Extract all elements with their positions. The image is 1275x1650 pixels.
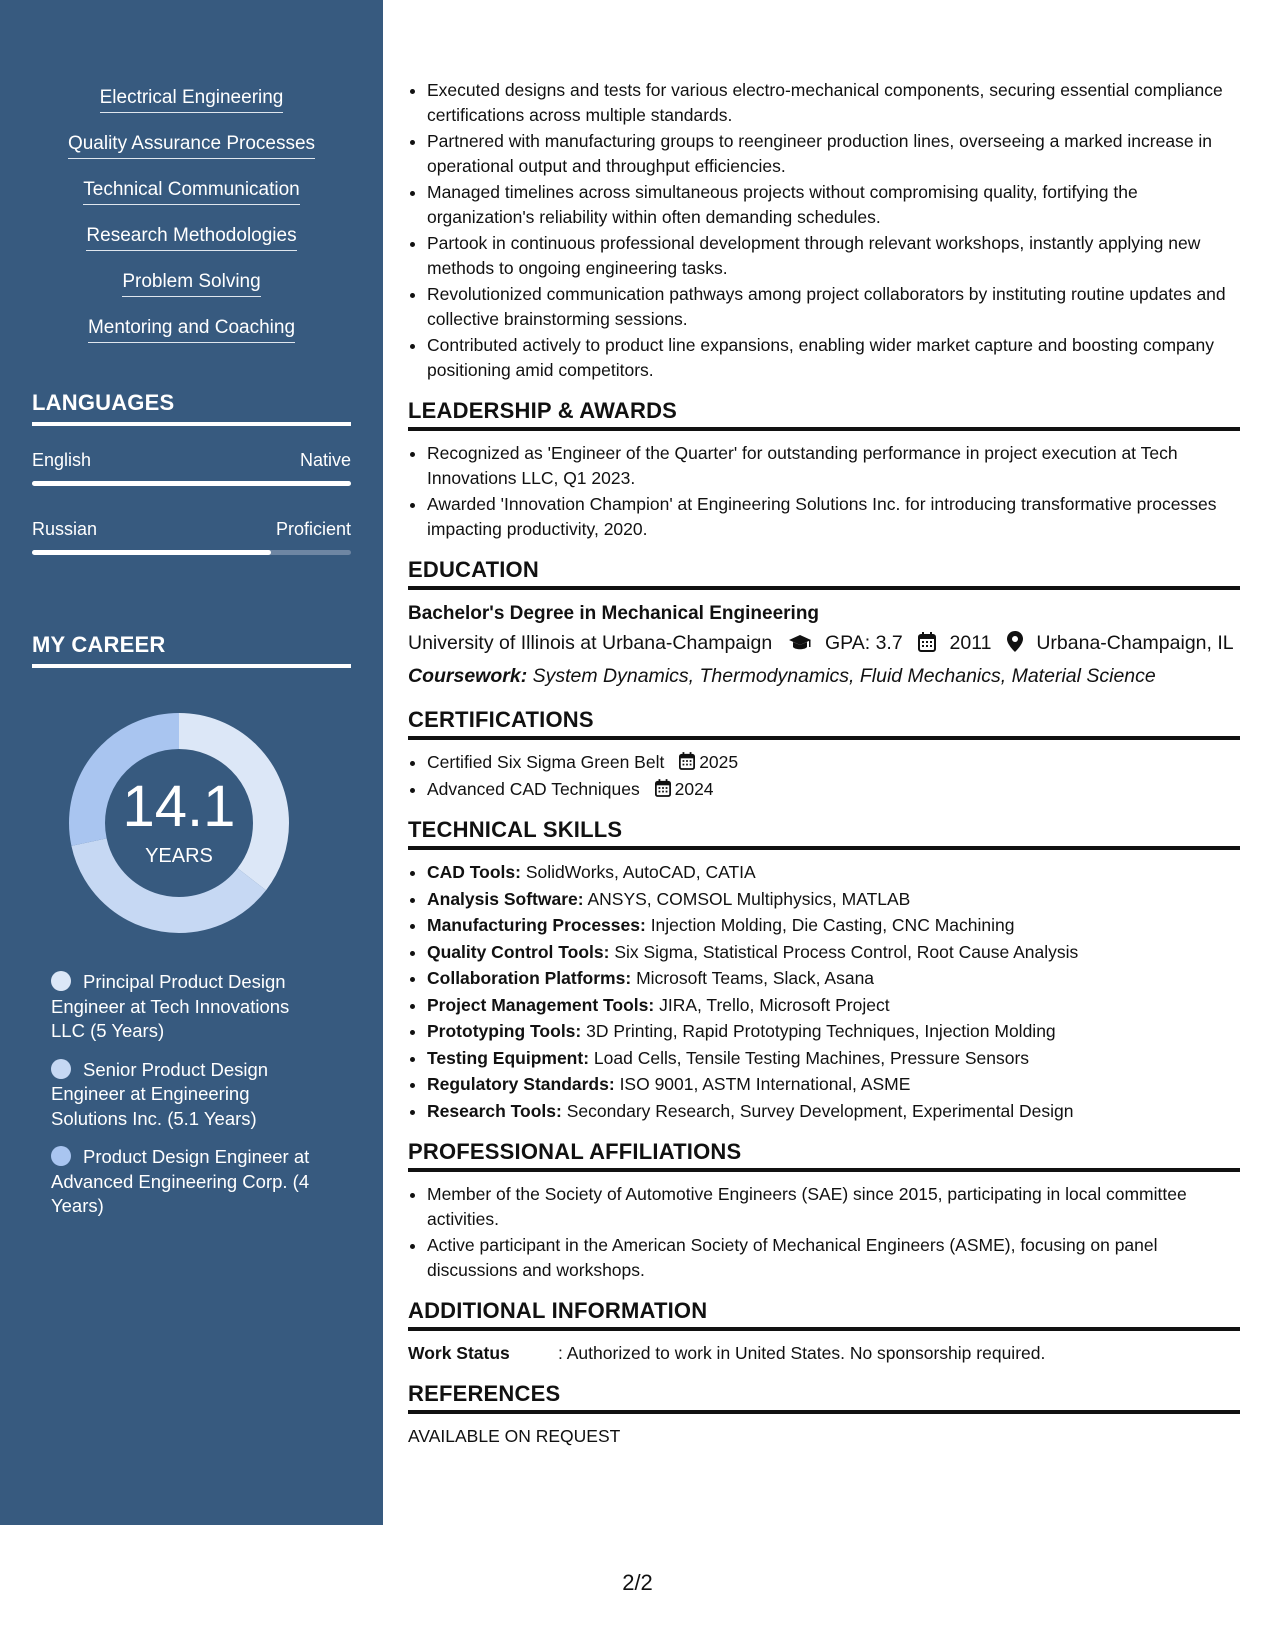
certification-year: 2024 xyxy=(674,778,714,799)
career-jobs-list xyxy=(51,970,321,1233)
education-details xyxy=(408,628,1240,661)
certification-year-wrap xyxy=(679,750,738,775)
skill-item: Electrical Engineering xyxy=(100,86,284,113)
section-title: CERTIFICATIONS xyxy=(408,707,1240,740)
career-job-item xyxy=(51,970,321,1044)
skill-value: Microsoft Teams, Slack, Asana xyxy=(636,968,875,988)
skill-value: Six Sigma, Statistical Process Control, Root Cause Analysis xyxy=(614,941,1079,962)
list-item: • Recognized as 'Engineer of the Quarter' for outstanding performance in project execution at Tech Innovations LLC, Q1 2023. xyxy=(427,441,1240,490)
skill-label: Prototyping Tools: xyxy=(427,1021,582,1041)
skill-value: JIRA, Trello, Microsoft Project xyxy=(659,994,890,1015)
skill-value: SolidWorks, AutoCAD, CATIA xyxy=(525,862,756,882)
list-item xyxy=(427,1046,1240,1071)
skill-item: Mentoring and Coaching xyxy=(88,316,295,343)
skill-label: Testing Equipment: xyxy=(427,1047,590,1068)
skill-item: Technical Communication xyxy=(83,178,300,205)
work-status-row xyxy=(408,1341,1240,1365)
list-item: • Contributed actively to product line expansions, enabling wider market capture and boosting company positioning amid competitors. xyxy=(427,333,1240,382)
additional-info-section xyxy=(408,1298,1240,1365)
location-pin-icon xyxy=(1007,631,1023,661)
section-title: PROFESSIONAL AFFILIATIONS xyxy=(408,1139,1240,1172)
section-title: LEADERSHIP & AWARDS xyxy=(408,398,1240,431)
list-item: • Awarded 'Innovation Champion' at Engineering Solutions Inc. for introducing transformative processes impacting productivity, 2020. xyxy=(427,492,1240,541)
calendar-icon xyxy=(918,631,936,661)
career-job-text: Principal Product Design Engineer at Tech Innovations LLC (5 Years) xyxy=(51,971,290,1041)
skill-label: Collaboration Platforms: xyxy=(427,968,632,988)
education-section xyxy=(408,557,1240,691)
skill-item: Problem Solving xyxy=(122,270,260,297)
skill-value: Secondary Research, Survey Development, Experimental Design xyxy=(566,1100,1074,1121)
main-content xyxy=(408,78,1240,1448)
education-gpa: GPA: 3.7 xyxy=(825,632,903,654)
list-item xyxy=(427,777,1240,802)
legend-dot-icon xyxy=(51,1059,71,1079)
skills-list xyxy=(0,86,383,362)
leadership-section xyxy=(408,398,1240,541)
list-item xyxy=(427,887,1240,912)
language-level-bar xyxy=(32,481,351,486)
experience-bullets xyxy=(408,78,1240,382)
page-number: 2/2 xyxy=(622,1570,653,1595)
section-title: TECHNICAL SKILLS xyxy=(408,817,1240,850)
list-item: • Managed timelines across simultaneous projects without compromising quality, fortifying the organization's reliability within often demanding schedules. xyxy=(427,180,1240,229)
list-item: • Partnered with manufacturing groups to reengineer production lines, overseeing a marked increase in operational output and throughput efficiencies. xyxy=(427,129,1240,178)
list-item: • Active participant in the American Society of Mechanical Engineers (ASME), focusing on panel discussions and workshops. xyxy=(427,1233,1240,1282)
skill-value: 3D Printing, Rapid Prototyping Techniques, Injection Molding xyxy=(586,1021,1056,1041)
references-section xyxy=(408,1381,1240,1448)
career-job-text: Senior Product Design Engineer at Engineering Solutions Inc. (5.1 Years) xyxy=(51,1058,269,1129)
list-item xyxy=(427,966,1240,991)
coursework-label: Coursework: xyxy=(408,665,528,687)
references-text: AVAILABLE ON REQUEST xyxy=(408,1426,621,1446)
language-level: Native xyxy=(299,450,351,470)
languages-title: LANGUAGES xyxy=(32,390,351,426)
list-item: • Revolutionized communication pathways among project collaborators by instituting routine updates and collective brainstorming sessions. xyxy=(427,282,1240,331)
language-level: Proficient xyxy=(275,519,351,539)
career-job-text: Product Design Engineer at Advanced Engineering Corp. (4 Years) xyxy=(51,1146,310,1216)
language-row xyxy=(32,519,351,540)
list-item xyxy=(427,1072,1240,1097)
language-name: English xyxy=(32,450,92,470)
education-degree: Bachelor's Degree in Mechanical Engineering xyxy=(408,603,820,624)
work-status-label: Work Status xyxy=(408,1343,510,1363)
list-item: • Member of the Society of Automotive Engineers (SAE) since 2015, participating in local committee activities. xyxy=(427,1182,1240,1231)
graduation-cap-icon xyxy=(788,631,812,661)
skill-label: Analysis Software: xyxy=(427,888,584,909)
list-item xyxy=(427,1019,1240,1044)
language-name: Russian xyxy=(32,519,98,539)
list-item xyxy=(427,860,1240,885)
skill-value: Load Cells, Tensile Testing Machines, Pressure Sensors xyxy=(593,1047,1030,1068)
career-title: MY CAREER xyxy=(32,632,351,668)
section-title: EDUCATION xyxy=(408,557,1240,590)
certification-name: Certified Six Sigma Green Belt xyxy=(427,752,665,772)
language-level-bar xyxy=(32,550,351,555)
certifications-section xyxy=(408,707,1240,801)
career-job-item xyxy=(51,1145,321,1219)
career-total-years: 14.1 xyxy=(122,774,236,839)
career-job-item xyxy=(51,1058,321,1132)
language-level-fill xyxy=(32,481,351,486)
section-title: ADDITIONAL INFORMATION xyxy=(408,1298,1240,1331)
sidebar xyxy=(0,0,383,1525)
skill-item: Research Methodologies xyxy=(86,224,296,251)
skill-value: ISO 9001, ASTM International, ASME xyxy=(619,1074,911,1094)
list-item xyxy=(427,940,1240,965)
certification-year: 2025 xyxy=(699,752,739,772)
list-item xyxy=(427,993,1240,1018)
language-level-fill xyxy=(32,550,271,555)
skill-label: CAD Tools: xyxy=(427,862,521,882)
section-title: REFERENCES xyxy=(408,1381,1240,1414)
list-item xyxy=(427,750,1240,775)
skill-value: Injection Molding, Die Casting, CNC Machining xyxy=(650,915,1015,935)
skill-label: Regulatory Standards: xyxy=(427,1074,615,1094)
legend-dot-icon xyxy=(51,1146,71,1166)
list-item xyxy=(427,1099,1240,1124)
skill-item: Quality Assurance Processes xyxy=(68,132,315,159)
calendar-icon xyxy=(655,779,671,797)
skill-label: Research Tools: xyxy=(427,1100,562,1121)
career-years-label: YEARS xyxy=(145,845,213,867)
list-item xyxy=(427,913,1240,938)
list-item: • Partook in continuous professional development through relevant workshops, instantly applying new methods to ongoing engineering tasks. xyxy=(427,231,1240,280)
education-school: University of Illinois at Urbana-Champaign xyxy=(408,632,773,654)
education-coursework xyxy=(408,661,1240,691)
skill-label: Manufacturing Processes: xyxy=(427,915,646,935)
skill-value: ANSYS, COMSOL Multiphysics, MATLAB xyxy=(587,888,911,909)
calendar-icon xyxy=(679,752,695,770)
work-status-value: : Authorized to work in United States. No sponsorship required. xyxy=(558,1343,1046,1363)
certification-year-wrap xyxy=(655,777,714,802)
list-item: • Executed designs and tests for various electro-mechanical components, securing essential compliance certifications across multiple standards. xyxy=(427,78,1240,127)
skill-label: Quality Control Tools: xyxy=(427,941,610,962)
education-location: Urbana-Champaign, IL xyxy=(1036,632,1234,654)
education-year: 2011 xyxy=(949,632,992,654)
affiliations-section xyxy=(408,1139,1240,1282)
certification-name: Advanced CAD Techniques xyxy=(427,778,640,799)
technical-skills-section xyxy=(408,817,1240,1123)
legend-dot-icon xyxy=(51,971,71,991)
skill-label: Project Management Tools: xyxy=(427,994,655,1015)
coursework-list: System Dynamics, Thermodynamics, Fluid Mechanics, Material Science xyxy=(532,665,1156,687)
language-row xyxy=(32,450,351,471)
